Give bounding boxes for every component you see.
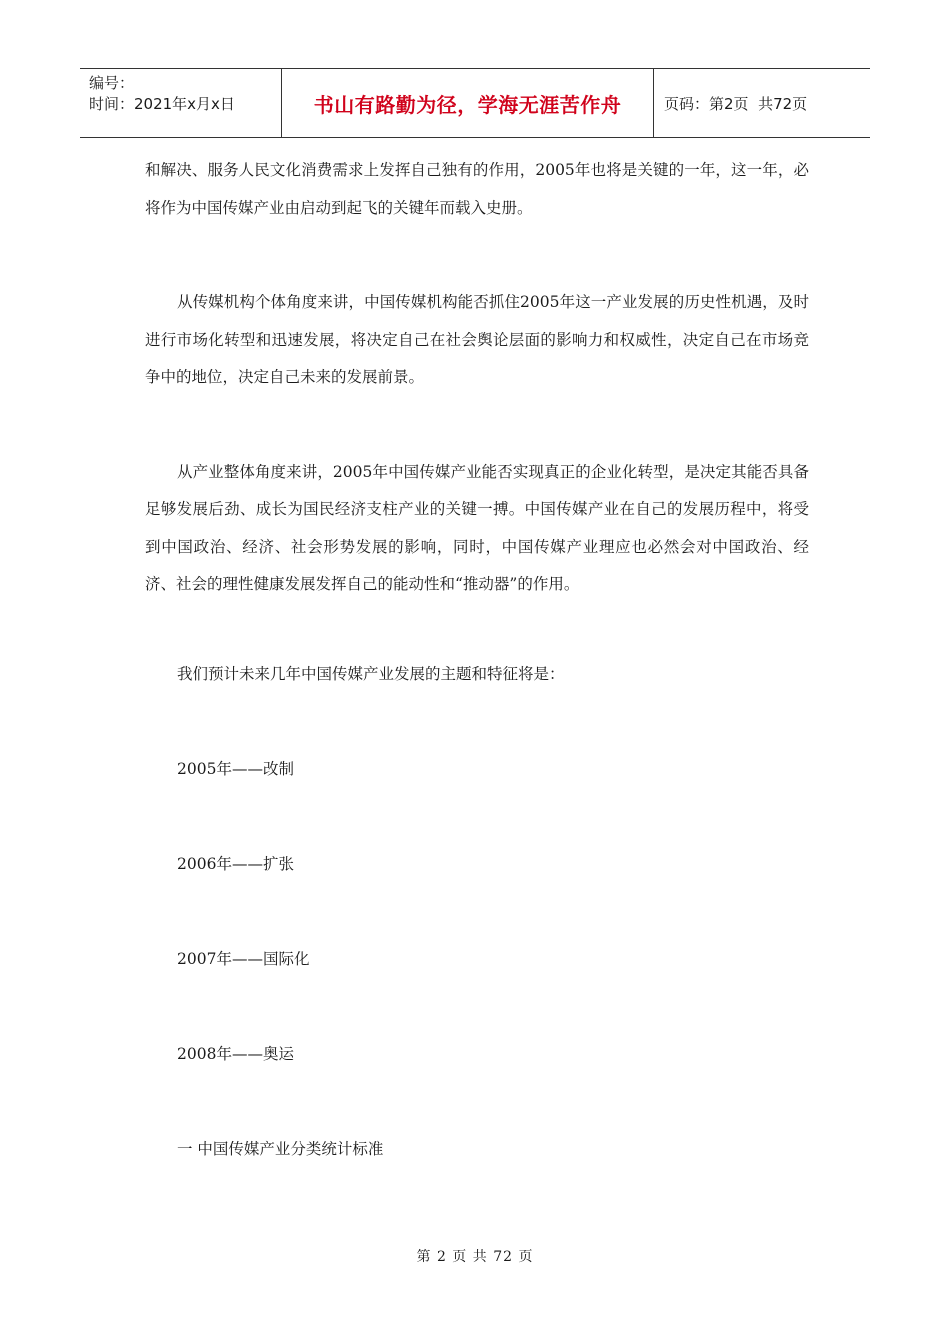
page-info: 页码：第2页 共72页 [664,94,808,113]
list-item-2008: 2008年——奥运 [177,1045,294,1063]
page-footer: 第 2 页 共 72 页 [416,1249,534,1265]
header-motto-cell [282,69,654,137]
list-item-2005: 2005年——改制 [177,760,294,778]
paragraph-1: 和解决、服务人民文化消费需求上发挥自己独有的作用，2005年也将是关键的一年，这一年，必将作为中国传媒产业由启动到起飞的关键年而载入史册。 [145,161,809,217]
list-item-2007: 2007年——国际化 [177,950,310,968]
header-meta [80,69,282,137]
paragraph-4: 我们预计未来几年中国传媒产业发展的主题和特征将是： [177,664,565,683]
document-body [145,152,809,1168]
paragraph-2: 从传媒机构个体角度来讲，中国传媒机构能否抓住2005年这一产业发展的历史性机遇，及时进行市场化转型和迅速发展，将决定自己在社会舆论层面的影响力和权威性，决定自己在市场竞争中的地位，决定自己未来的发展前景。 [145,293,809,386]
header-page-cell [654,69,870,137]
document-header [80,68,870,138]
list-item-2006: 2006年——扩张 [177,855,294,873]
time-label: 时间：2021年x月x日 [89,95,235,113]
motto-text: 书山有路勤为径，学海无涯苦作舟 [313,92,622,117]
number-label: 编号： [89,74,135,92]
paragraph-3: 从产业整体角度来讲，2005年中国传媒产业能否实现真正的企业化转型，是决定其能否具备足够发展后劲、成长为国民经济支柱产业的关键一搏。中国传媒产业在自己的发展历程中，将受到中国政治、经济、社会形势发展的影响，同时，中国传媒产业理应也必然会对中国政治、经济、社会的理性健康发展发挥自己的能动性和“推动器”的作用。 [145,462,809,593]
section-heading: 一 中国传媒产业分类统计标准 [177,1140,384,1158]
